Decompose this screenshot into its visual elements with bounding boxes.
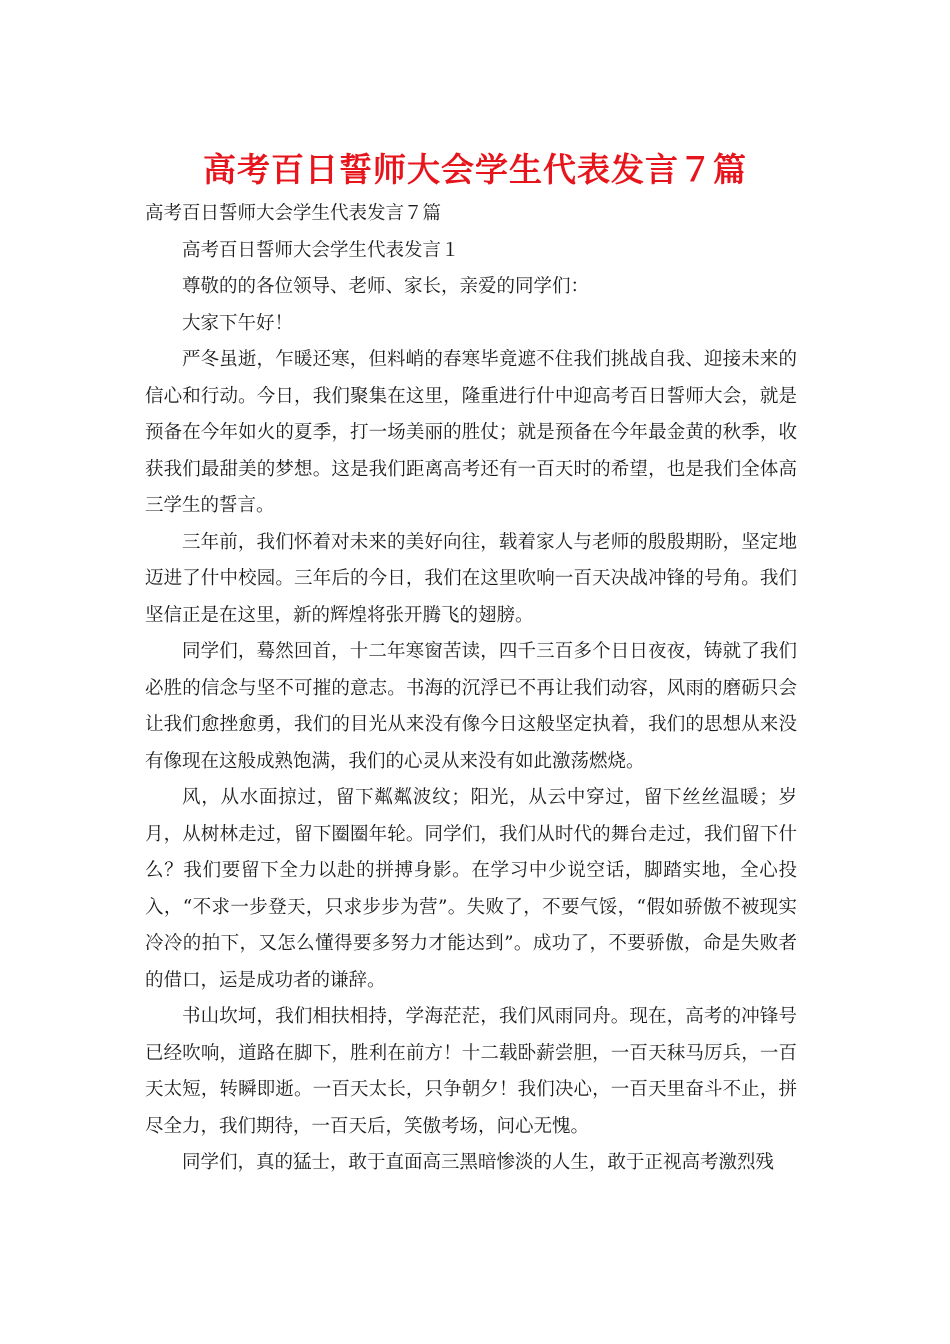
document-title: 高考百日誓师大会学生代表发言７篇 [203,150,747,189]
paragraph: 同学们，蓦然回首，十二年寒窗苦读，四千三百多个日日夜夜，铸就了我们必胜的信念与坚不可摧的意志。书海的沉浮已不再让我们动容，风雨的磨砺只会让我们愈挫愈勇，我们的目光从来没有像今日这般坚定执着，我们的思想从来没有像现在这般成熟饱满，我们的心灵从来没有如此激荡燃烧。 [145,641,797,772]
salutation: 尊敬的的各位领导、老师、家长，亲爱的同学们： [182,276,590,297]
greeting: 大家下午好！ [182,312,294,334]
paragraph: 风，从水面掠过，留下粼粼波纹；阳光，从云中穿过，留下丝丝温暖；岁月，从树林走过，留下圈圈年轮。同学们，我们从时代的舞台走过，我们留下什么？我们要留下全力以赴的拼搏身影。在学习中少说空话，脚踏实地，全心投入，“不求一步登天，只求步步为营”。失败了，不要气馁，“假如骄傲不被现实冷冷的拍下，又怎么懂得要多努力才能达到”。成功了，不要骄傲，命是失败者的借口，运是成功者的谦辞。 [145,787,797,991]
paragraph: 书山坎坷，我们相扶相持，学海茫茫，我们风雨同舟。现在，高考的冲锋号已经吹响，道路在脚下，胜利在前方！十二载卧薪尝胆，一百天秣马厉兵，一百天太短，转瞬即逝。一百天太长，只争朝夕！我们决心，一百天里奋斗不止，拼尽全力，我们期待，一百天后，笑傲考场，问心无愧。 [145,1006,797,1137]
section-heading: 高考百日誓师大会学生代表发言１ [182,239,460,261]
document-subtitle: 高考百日誓师大会学生代表发言７篇 [145,203,442,224]
paragraph: 三年前，我们怀着对未来的美好向往，载着家人与老师的殷殷期盼，坚定地迈进了什中校园。三年后的今日，我们在这里吹响一百天决战冲锋的号角。我们坚信正是在这里，新的辉煌将张开腾飞的翅膀。 [145,531,797,626]
document-body [145,196,797,1182]
paragraph: 严冬虽逝，乍暖还寒，但料峭的春寒毕竟遮不住我们挑战自我、迎接未来的信心和行动。今日，我们聚集在这里，隆重进行什中迎高考百日誓师大会，就是预备在今年如火的夏季，打一场美丽的胜仗；就是预备在今年最金黄的秋季，收获我们最甜美的梦想。这是我们距离高考还有一百天时的希望，也是我们全体高三学生的誓言。 [145,349,797,516]
paragraph: 同学们，真的猛士，敢于直面高三黑暗惨淡的人生，敢于正视高考激烈残 [182,1152,775,1173]
